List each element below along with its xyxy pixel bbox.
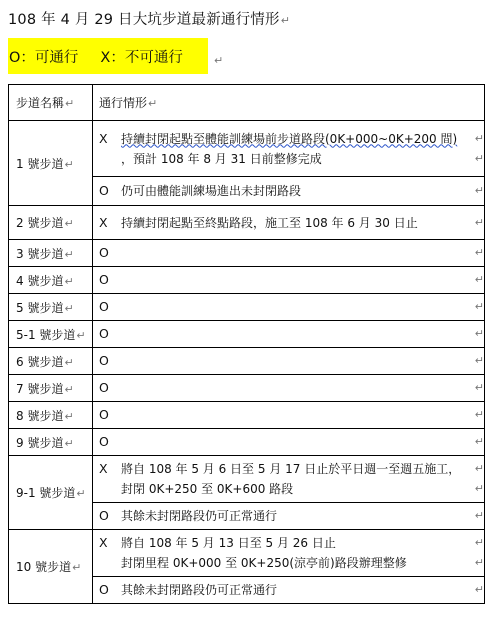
legend-open: O：可通行: [9, 49, 79, 66]
status-text: [121, 324, 474, 344]
status-entry: O ↵: [93, 267, 484, 293]
title-text: 108 年 4 月 29 日大坑步道最新通行情形: [8, 12, 280, 28]
open-marker: O: [99, 272, 109, 287]
paragraph-mark: ↵: [214, 53, 224, 67]
status-cell: [93, 121, 485, 206]
status-cell: [93, 348, 485, 375]
table-row: [9, 530, 485, 604]
status-entry: X 將自 108 年 5 月 6 日至 5 月 17 日止於平日週一至週五施工， ↵ 封閉 0K+250 至 0K+600 路段 ↵: [93, 456, 484, 502]
status-text: 封閉 0K+250 至 0K+600 路段: [121, 482, 294, 496]
open-marker: O: [99, 299, 109, 314]
status-cell: [93, 429, 485, 456]
status-text: 將自 108 年 5 月 6 日至 5 月 17 日止於平日週一至週五施工，: [121, 462, 461, 476]
status-entry: O ↵: [93, 402, 484, 428]
status-cell: [93, 456, 485, 530]
trail-name: 9 號步道: [16, 435, 64, 450]
status-cell: [93, 240, 485, 267]
trail-name-cell: 4 號步道↵: [9, 267, 93, 294]
table-row: [9, 294, 485, 321]
status-entry: O ↵: [93, 321, 484, 347]
header-status: 通行情形↵: [93, 85, 485, 121]
status-entry: X 將自 108 年 5 月 13 日至 5 月 26 日止 ↵ 封閉里程 0K+000 至 0K+250(涼亭前)路段辦理整修 ↵: [93, 530, 484, 576]
open-marker: O: [99, 353, 109, 368]
header-trail-name: 步道名稱↵: [9, 85, 93, 121]
open-marker: O: [99, 326, 109, 341]
trail-name-cell: 8 號步道↵: [9, 402, 93, 429]
table-row: [9, 240, 485, 267]
table-row: [9, 348, 485, 375]
status-cell: [93, 530, 485, 604]
status-entry: O 其餘未封閉路段仍可正常通行 ↵: [93, 576, 484, 603]
status-cell: [93, 294, 485, 321]
paragraph-mark: ↵: [280, 14, 291, 27]
open-marker: O: [99, 380, 109, 395]
status-text: 其餘未封閉路段仍可正常通行: [121, 583, 278, 597]
table-row: [9, 206, 485, 240]
trail-name: 5 號步道: [16, 300, 64, 315]
status-text: 封閉里程 0K+000 至 0K+250(涼亭前)路段辦理整修: [121, 556, 407, 570]
status-text: 持續封閉起點至終點路段，施工至 108 年 6 月 30 日止: [121, 215, 418, 230]
closed-marker: X: [99, 130, 108, 146]
status-text: 仍可由體能訓練場進出未封閉路段: [121, 184, 302, 198]
trail-name: 9-1 號步道: [16, 486, 76, 500]
trail-name-cell: 3 號步道↵: [9, 240, 93, 267]
trail-name-cell: 5 號步道↵: [9, 294, 93, 321]
trail-name-cell: 1 號步道↵: [9, 121, 93, 206]
trail-name: 5-1 號步道: [16, 327, 76, 342]
trail-name: 8 號步道: [16, 408, 64, 423]
legend-highlight: [8, 38, 208, 74]
trail-name: 2 號步道: [16, 216, 64, 230]
trail-name-cell: 9 號步道↵: [9, 429, 93, 456]
status-entry: O ↵: [93, 375, 484, 401]
trail-name-cell: 5-1 號步道↵: [9, 321, 93, 348]
status-cell: [93, 375, 485, 402]
status-text: 其餘未封閉路段仍可正常通行: [121, 509, 278, 523]
status-text: [121, 297, 474, 317]
closed-marker: X: [99, 214, 108, 230]
status-text: [121, 405, 474, 425]
table-row: [9, 267, 485, 294]
trail-name: 10 號步道: [16, 560, 72, 574]
closed-marker: X: [99, 535, 108, 550]
trail-name: 4 號步道: [16, 273, 64, 288]
status-cell: [93, 321, 485, 348]
table-row: [9, 375, 485, 402]
status-entry: O 仍可由體能訓練場進出未封閉路段 ↵: [93, 176, 484, 205]
trail-name-cell: 7 號步道↵: [9, 375, 93, 402]
open-marker: O: [99, 183, 109, 198]
trail-name-cell: 2 號步道↵: [9, 206, 93, 240]
open-marker: O: [99, 434, 109, 449]
status-text: [121, 243, 474, 263]
status-entry: X 持續封閉起點至終點路段，施工至 108 年 6 月 30 日止 ↵: [93, 206, 484, 239]
status-entry: O ↵: [93, 294, 484, 320]
trail-name: 7 號步道: [16, 381, 64, 396]
open-marker: O: [99, 407, 109, 422]
table-row: [9, 321, 485, 348]
trail-status-table: [8, 84, 485, 604]
status-cell: [93, 206, 485, 240]
status-entry: O ↵: [93, 240, 484, 266]
open-marker: O: [99, 582, 109, 597]
table-row: [9, 121, 485, 206]
trail-name-cell: 10 號步道↵: [9, 530, 93, 604]
status-text: 將自 108 年 5 月 13 日至 5 月 26 日止: [121, 536, 336, 550]
status-text: ，預計 108 年 8 月 31 日前整修完成: [121, 151, 322, 166]
table-header-row: [9, 85, 485, 121]
document-title: [8, 8, 290, 29]
legend: [8, 38, 223, 74]
status-entry: O ↵: [93, 429, 484, 455]
status-text: 持續封閉起點至體能訓練場前步道路段(0K+000~0K+200 間): [121, 131, 458, 146]
status-text: [121, 351, 474, 371]
status-text: [121, 432, 474, 452]
table-row: [9, 456, 485, 530]
trail-name-cell: 6 號步道↵: [9, 348, 93, 375]
open-marker: O: [99, 508, 109, 523]
open-marker: O: [99, 245, 109, 260]
table-row: [9, 402, 485, 429]
trail-name-cell: 9-1 號步道↵: [9, 456, 93, 530]
status-entry: O ↵: [93, 348, 484, 374]
status-text: [121, 270, 474, 290]
status-cell: [93, 402, 485, 429]
table-row: [9, 429, 485, 456]
trail-name: 6 號步道: [16, 354, 64, 369]
status-entry: O 其餘未封閉路段仍可正常通行 ↵: [93, 502, 484, 529]
trail-name: 3 號步道: [16, 246, 64, 261]
status-cell: [93, 267, 485, 294]
status-text: [121, 378, 474, 398]
status-entry: X 持續封閉起點至體能訓練場前步道路段(0K+000~0K+200 間) ↵ ，預計 108 年 8 月 31 日前整修完成 ↵: [93, 121, 484, 176]
closed-marker: X: [99, 461, 108, 476]
legend-closed: X：不可通行: [100, 49, 183, 66]
trail-name: 1 號步道: [16, 156, 64, 171]
